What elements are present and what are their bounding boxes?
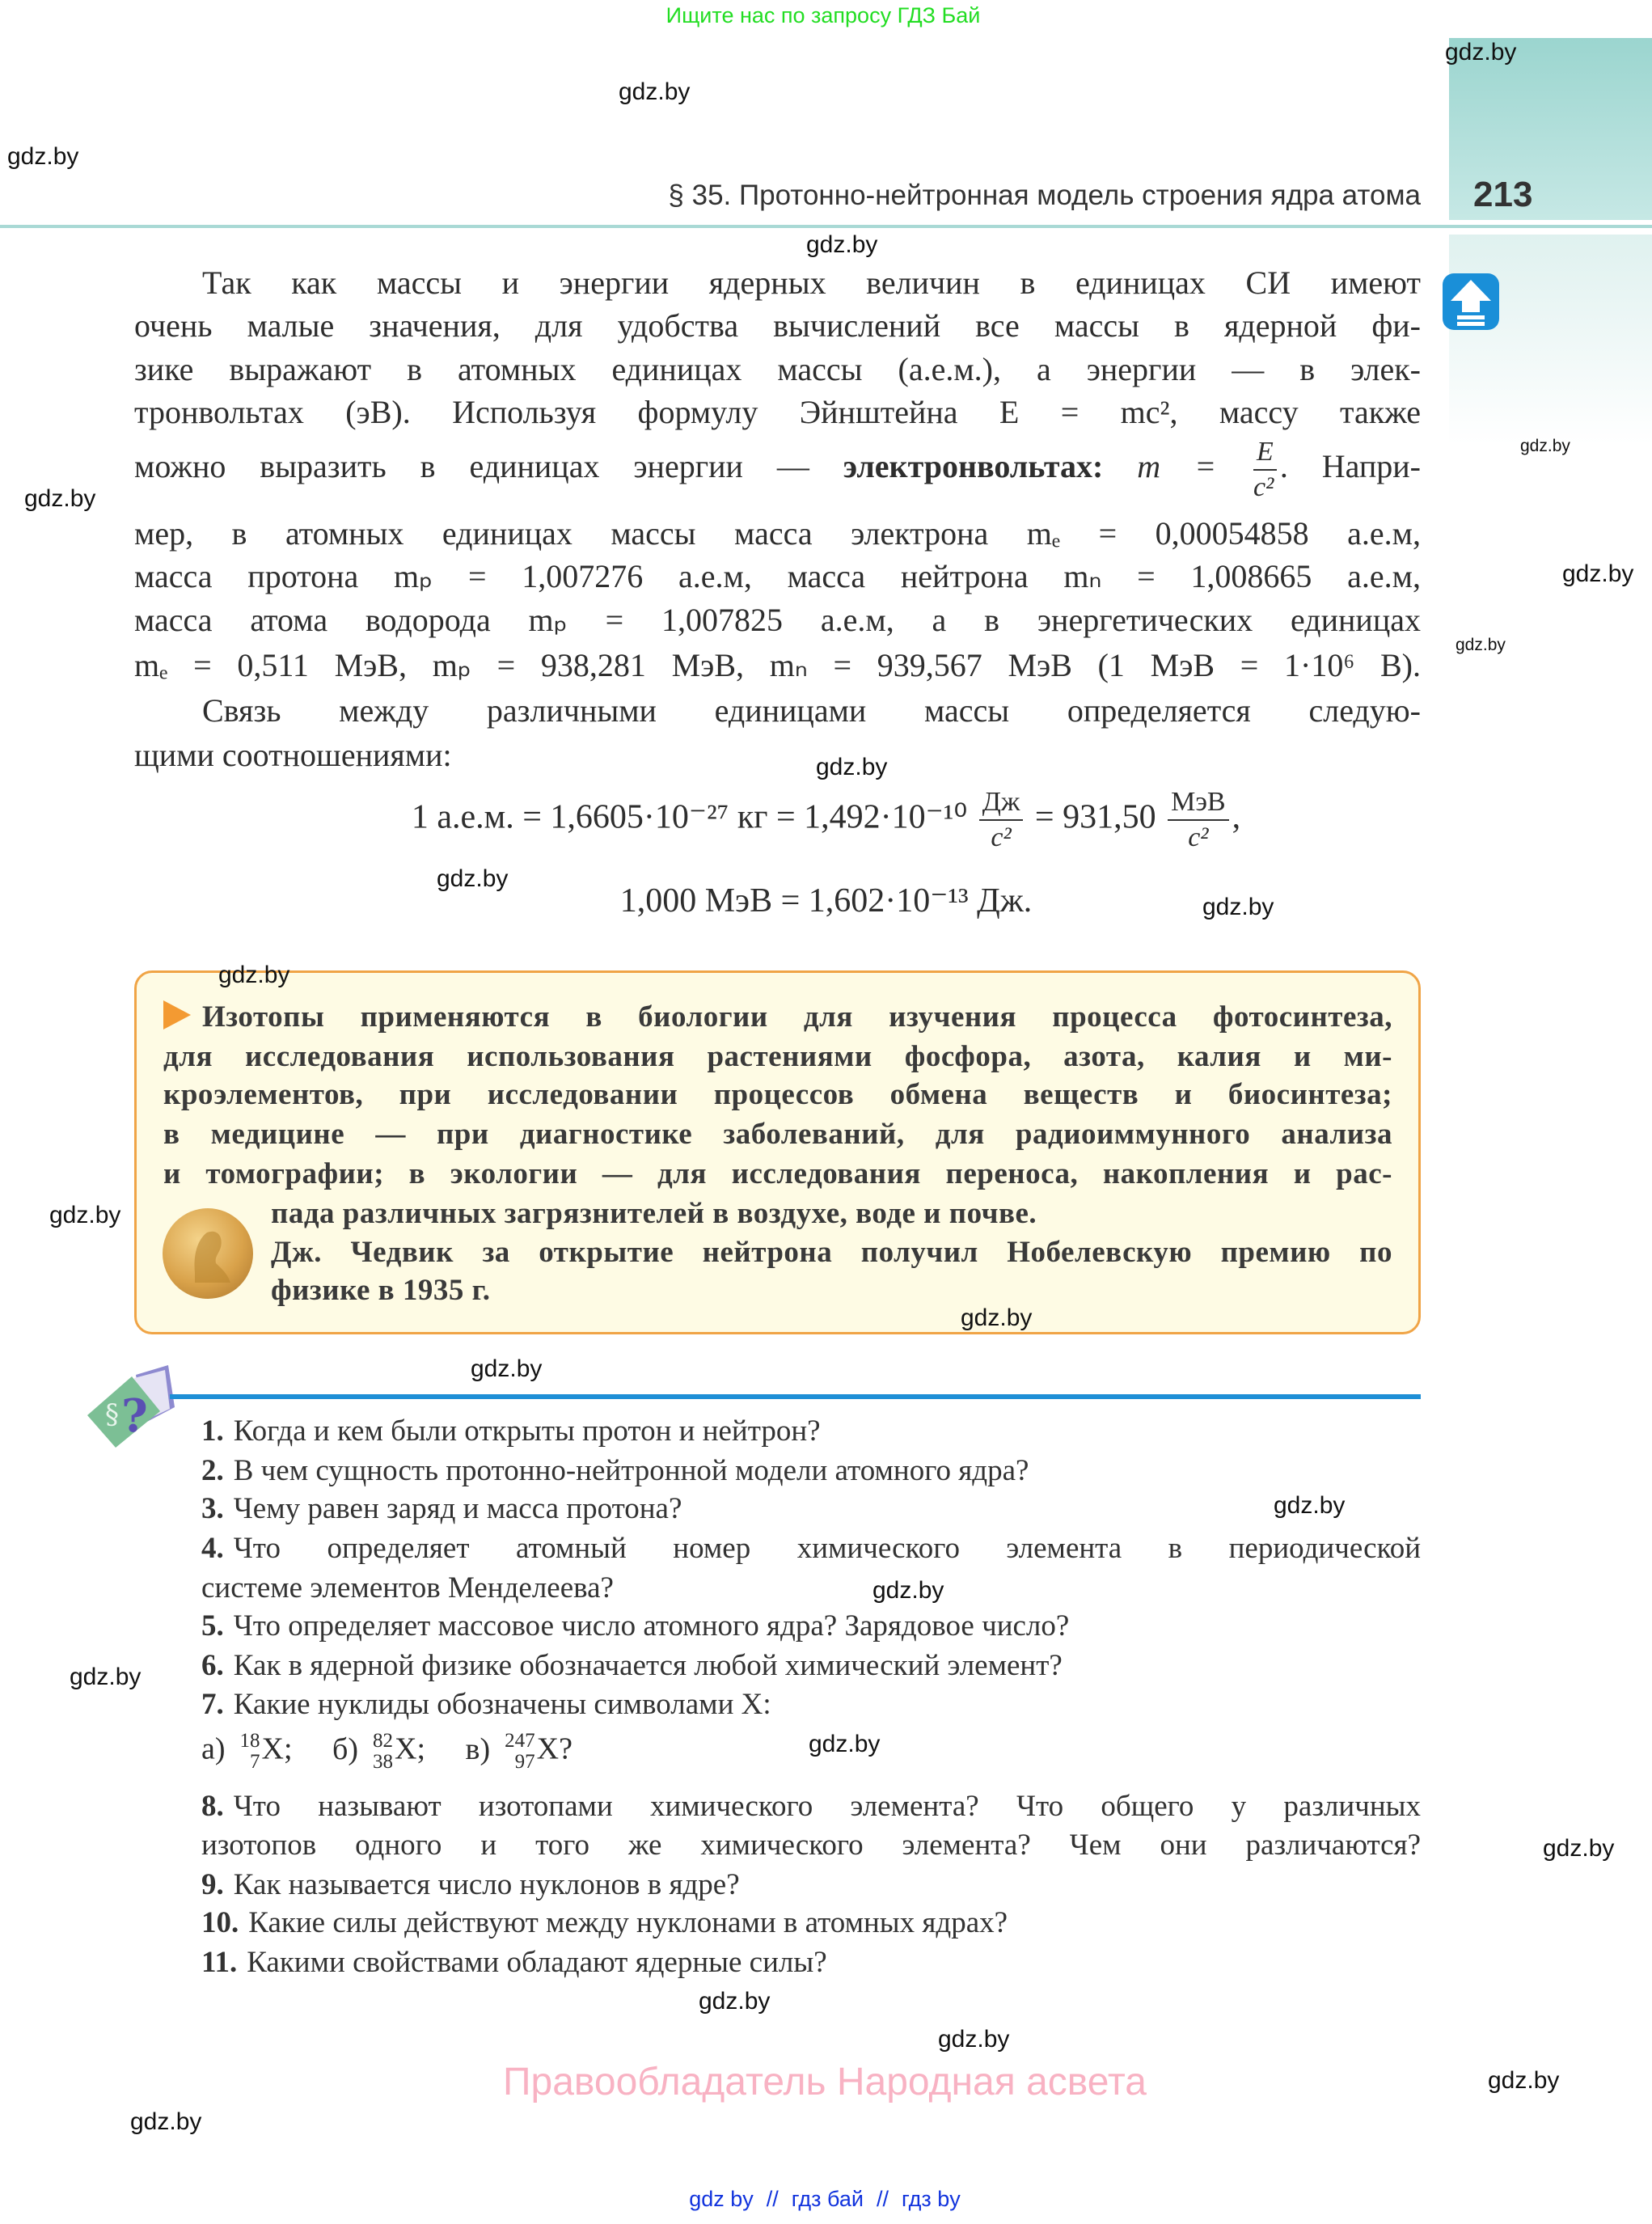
- joule-per-c2-fraction: [979, 789, 1024, 852]
- watermark: gdz.by: [24, 485, 96, 512]
- mass-number: 18: [239, 1730, 260, 1752]
- watermark: gdz.by: [961, 1304, 1033, 1331]
- info-line: для исследования использования растениями фосфора, азота, калия и ми-: [163, 1040, 1392, 1073]
- text-line: очень малые значения, для удобства вычислений все массы в ядерной фи-: [134, 307, 1421, 344]
- charge-number: 38: [373, 1751, 394, 1773]
- question-item: [201, 1490, 1421, 1528]
- mass-number: 82: [373, 1730, 394, 1752]
- question-item: [201, 1607, 1421, 1646]
- watermark: gdz.by: [1562, 560, 1634, 587]
- question-text: Какие нуклиды обозначены символами X:: [233, 1688, 771, 1721]
- charge-number: 97: [514, 1751, 535, 1773]
- text-segment: . Напри-: [1279, 448, 1422, 484]
- text-line: зике выражают в атомных единицах массы (а.е.м.), а энергии — в элек-: [134, 351, 1421, 387]
- question-item: [201, 1943, 1421, 1982]
- info-line: Дж. Чедвик за открытие нейтрона получил Нобелевскую премию по: [271, 1236, 1392, 1269]
- watermark: gdz.by: [437, 865, 509, 892]
- charge-number: 7: [250, 1751, 260, 1773]
- question-number: 5.: [201, 1609, 224, 1643]
- info-line: пада различных загрязнителей в воздухе, воде и почве.: [271, 1197, 1037, 1230]
- orange-triangle-icon: [163, 1000, 191, 1030]
- nuclide-numbers: [240, 1731, 260, 1773]
- question-item: [201, 1866, 1421, 1905]
- mev-per-c2-fraction: [1168, 789, 1229, 852]
- question-number: 8.: [201, 1790, 224, 1823]
- text-line-with-fraction: [134, 435, 1421, 501]
- question-text: Какими свойствами обладают ядерные силы?: [247, 1946, 827, 1979]
- formula-part: 1 а.е.м. = 1,6605·10⁻²⁷ кг = 1,492·10⁻¹⁰: [411, 798, 968, 836]
- question-text: Что определяет массовое число атомного ядра? Зарядовое число?: [233, 1609, 1070, 1643]
- question-text: Как в ядерной физике обозначается любой химический элемент?: [233, 1649, 1063, 1682]
- nuclide-label: а): [201, 1731, 226, 1766]
- question-number: 2.: [201, 1454, 224, 1487]
- nuclide-options: [201, 1731, 572, 1773]
- question-number: 3.: [201, 1492, 224, 1525]
- info-line: и томографии; в экологии — для исследования переноса, накопления и рас-: [163, 1157, 1392, 1190]
- svg-text:?: ?: [121, 1389, 148, 1443]
- side-panel: [1449, 235, 1652, 445]
- watermark: gdz.by: [816, 754, 888, 780]
- formula-part: = 931,50: [1034, 798, 1156, 836]
- watermark: gdz.by: [938, 2026, 1010, 2053]
- info-line: кроэлементов, при исследовании процессов обмена веществ и биосинтеза;: [163, 1078, 1392, 1111]
- watermark: gdz.by: [471, 1355, 543, 1382]
- nuclide-symbol: X?: [536, 1731, 572, 1766]
- header-divider: [0, 225, 1652, 228]
- fraction-denominator: c²: [991, 822, 1012, 852]
- link-separator: //: [766, 2187, 779, 2211]
- footer-links: [0, 2187, 1650, 2212]
- promo-banner[interactable]: Ищите нас по запросу ГДЗ Бай: [665, 3, 981, 27]
- question-text: Что определяет атомный номер химического элемента в периодической: [233, 1532, 1421, 1565]
- text-line: Связь между различными единицами массы определяется следую-: [202, 692, 1421, 729]
- text-line: mₑ = 0,511 МэВ, mₚ = 938,281 МэВ, mₙ = 939,567 МэВ (1 МэВ = 1·10⁶ В).: [134, 647, 1421, 683]
- footer-link[interactable]: gdz by: [689, 2187, 754, 2211]
- text-line: щими соотношениями:: [134, 737, 452, 773]
- question-number: 9.: [201, 1868, 224, 1901]
- question-continuation: системе элементов Менделеева?: [201, 1571, 614, 1605]
- watermark: gdz.by: [806, 231, 878, 258]
- watermark: gdz.by: [1488, 2067, 1560, 2094]
- watermark: gdz.by: [699, 1988, 771, 2015]
- nuclide-label: б): [332, 1731, 359, 1766]
- watermark: gdz.by: [1456, 636, 1506, 654]
- text-line: масса атома водорода mₚ = 1,007825 а.е.м, а в энергетических единицах: [134, 602, 1421, 638]
- question-number: 11.: [201, 1946, 238, 1979]
- info-line: в медицине — при диагностике заболеваний, для радиоиммунного анализа: [163, 1118, 1392, 1151]
- info-line: [163, 998, 1392, 1037]
- fraction-numerator: Дж: [979, 789, 1024, 821]
- nuclide-symbol: X;: [261, 1731, 293, 1766]
- nobel-medal-image: [163, 1208, 253, 1299]
- nuclide-label: в): [465, 1731, 491, 1766]
- question-item: [201, 1412, 1421, 1451]
- question-text: Когда и кем были открыты протон и нейтрон?: [233, 1414, 821, 1448]
- question-item: [201, 1647, 1421, 1685]
- question-text: В чем сущность протонно-нейтронной модели атомного ядра?: [233, 1454, 1029, 1487]
- text-line: масса протона mₚ = 1,007276 а.е.м, масса нейтрона mₙ = 1,008665 а.е.м,: [134, 558, 1421, 594]
- question-number: 7.: [201, 1688, 224, 1721]
- questions-divider: [170, 1394, 1421, 1399]
- formula-mev-to-joule: 1,000 МэВ = 1,602·10⁻¹³ Дж.: [619, 882, 1033, 920]
- question-text: Какие силы действуют между нуклонами в атомных ядрах?: [248, 1906, 1008, 1939]
- questions-section-icon: [87, 1359, 180, 1448]
- watermark: gdz.by: [619, 78, 691, 105]
- fraction-numerator: МэВ: [1168, 789, 1229, 821]
- text-line: мер, в атомных единицах массы масса электрона mₑ = 0,00054858 а.е.м,: [134, 515, 1421, 552]
- nuclide-numbers: [373, 1731, 393, 1773]
- watermark: gdz.by: [809, 1731, 881, 1757]
- energy-over-c2-fraction: [1253, 438, 1277, 501]
- watermark: gdz.by: [218, 962, 290, 988]
- watermark: gdz.by: [70, 1664, 142, 1690]
- mass-symbol: m =: [1137, 448, 1217, 484]
- term-electronvolts: электронвольтах:: [843, 448, 1104, 484]
- svg-text:§: §: [105, 1398, 119, 1431]
- watermark: gdz.by: [49, 1202, 121, 1228]
- question-item: [201, 1685, 1421, 1724]
- nuclide-numbers: [505, 1731, 535, 1773]
- question-item: [201, 1904, 1421, 1943]
- question-item: [201, 1787, 1421, 1826]
- text-line: тронвольтах (эВ). Используя формулу Эйнштейна E = mc², массу также: [134, 394, 1421, 430]
- nuclide-symbol: X;: [395, 1731, 426, 1766]
- question-continuation: изотопов одного и того же химического элемента? Чем они различаются?: [201, 1829, 1421, 1862]
- watermark: gdz.by: [1543, 1835, 1615, 1862]
- question-text: Чему равен заряд и масса протона?: [233, 1492, 682, 1525]
- watermark: gdz.by: [1274, 1492, 1346, 1519]
- watermark: gdz.by: [7, 143, 79, 170]
- running-header-title: § 35. Протонно-нейтронная модель строения ядра атома: [668, 180, 1421, 211]
- question-text: Что называют изотопами химического элемента? Что общего у различных: [233, 1790, 1421, 1823]
- question-item: [201, 1529, 1421, 1568]
- watermark: gdz.by: [1202, 894, 1274, 920]
- fraction-denominator: c²: [1253, 471, 1274, 502]
- formula-amu-conversion: [0, 789, 1652, 852]
- footer-link[interactable]: гдз by: [902, 2187, 961, 2211]
- mass-number: 247: [505, 1730, 535, 1752]
- question-text: Как называется число нуклонов в ядре?: [233, 1868, 740, 1901]
- watermark: gdz.by: [130, 2108, 202, 2135]
- question-number: 4.: [201, 1532, 224, 1565]
- fraction-denominator: c²: [1188, 822, 1209, 852]
- watermark: gdz.by: [1445, 39, 1517, 66]
- copyright-notice: Правообладатель Народная асвета: [503, 2061, 1147, 2103]
- question-item: [201, 1452, 1421, 1490]
- formula-part: ,: [1232, 798, 1241, 836]
- question-number: 1.: [201, 1414, 224, 1448]
- home-icon[interactable]: [1441, 272, 1501, 332]
- text-line: Так как массы и энергии ядерных величин в единицах СИ имеют: [202, 264, 1421, 301]
- link-separator: //: [876, 2187, 889, 2211]
- watermark: gdz.by: [872, 1577, 944, 1604]
- info-line: физике в 1935 г.: [271, 1274, 491, 1307]
- question-number: 6.: [201, 1649, 224, 1682]
- watermark: gdz.by: [1520, 437, 1570, 455]
- page-number: 213: [1473, 175, 1533, 214]
- fraction-numerator: E: [1253, 438, 1277, 471]
- info-text: Изотопы применяются в биологии для изучения процесса фотосинтеза,: [202, 1000, 1392, 1034]
- footer-link[interactable]: гдз бай: [791, 2187, 864, 2211]
- text-segment: можно выразить в единицах энергии —: [134, 448, 843, 484]
- question-number: 10.: [201, 1906, 239, 1939]
